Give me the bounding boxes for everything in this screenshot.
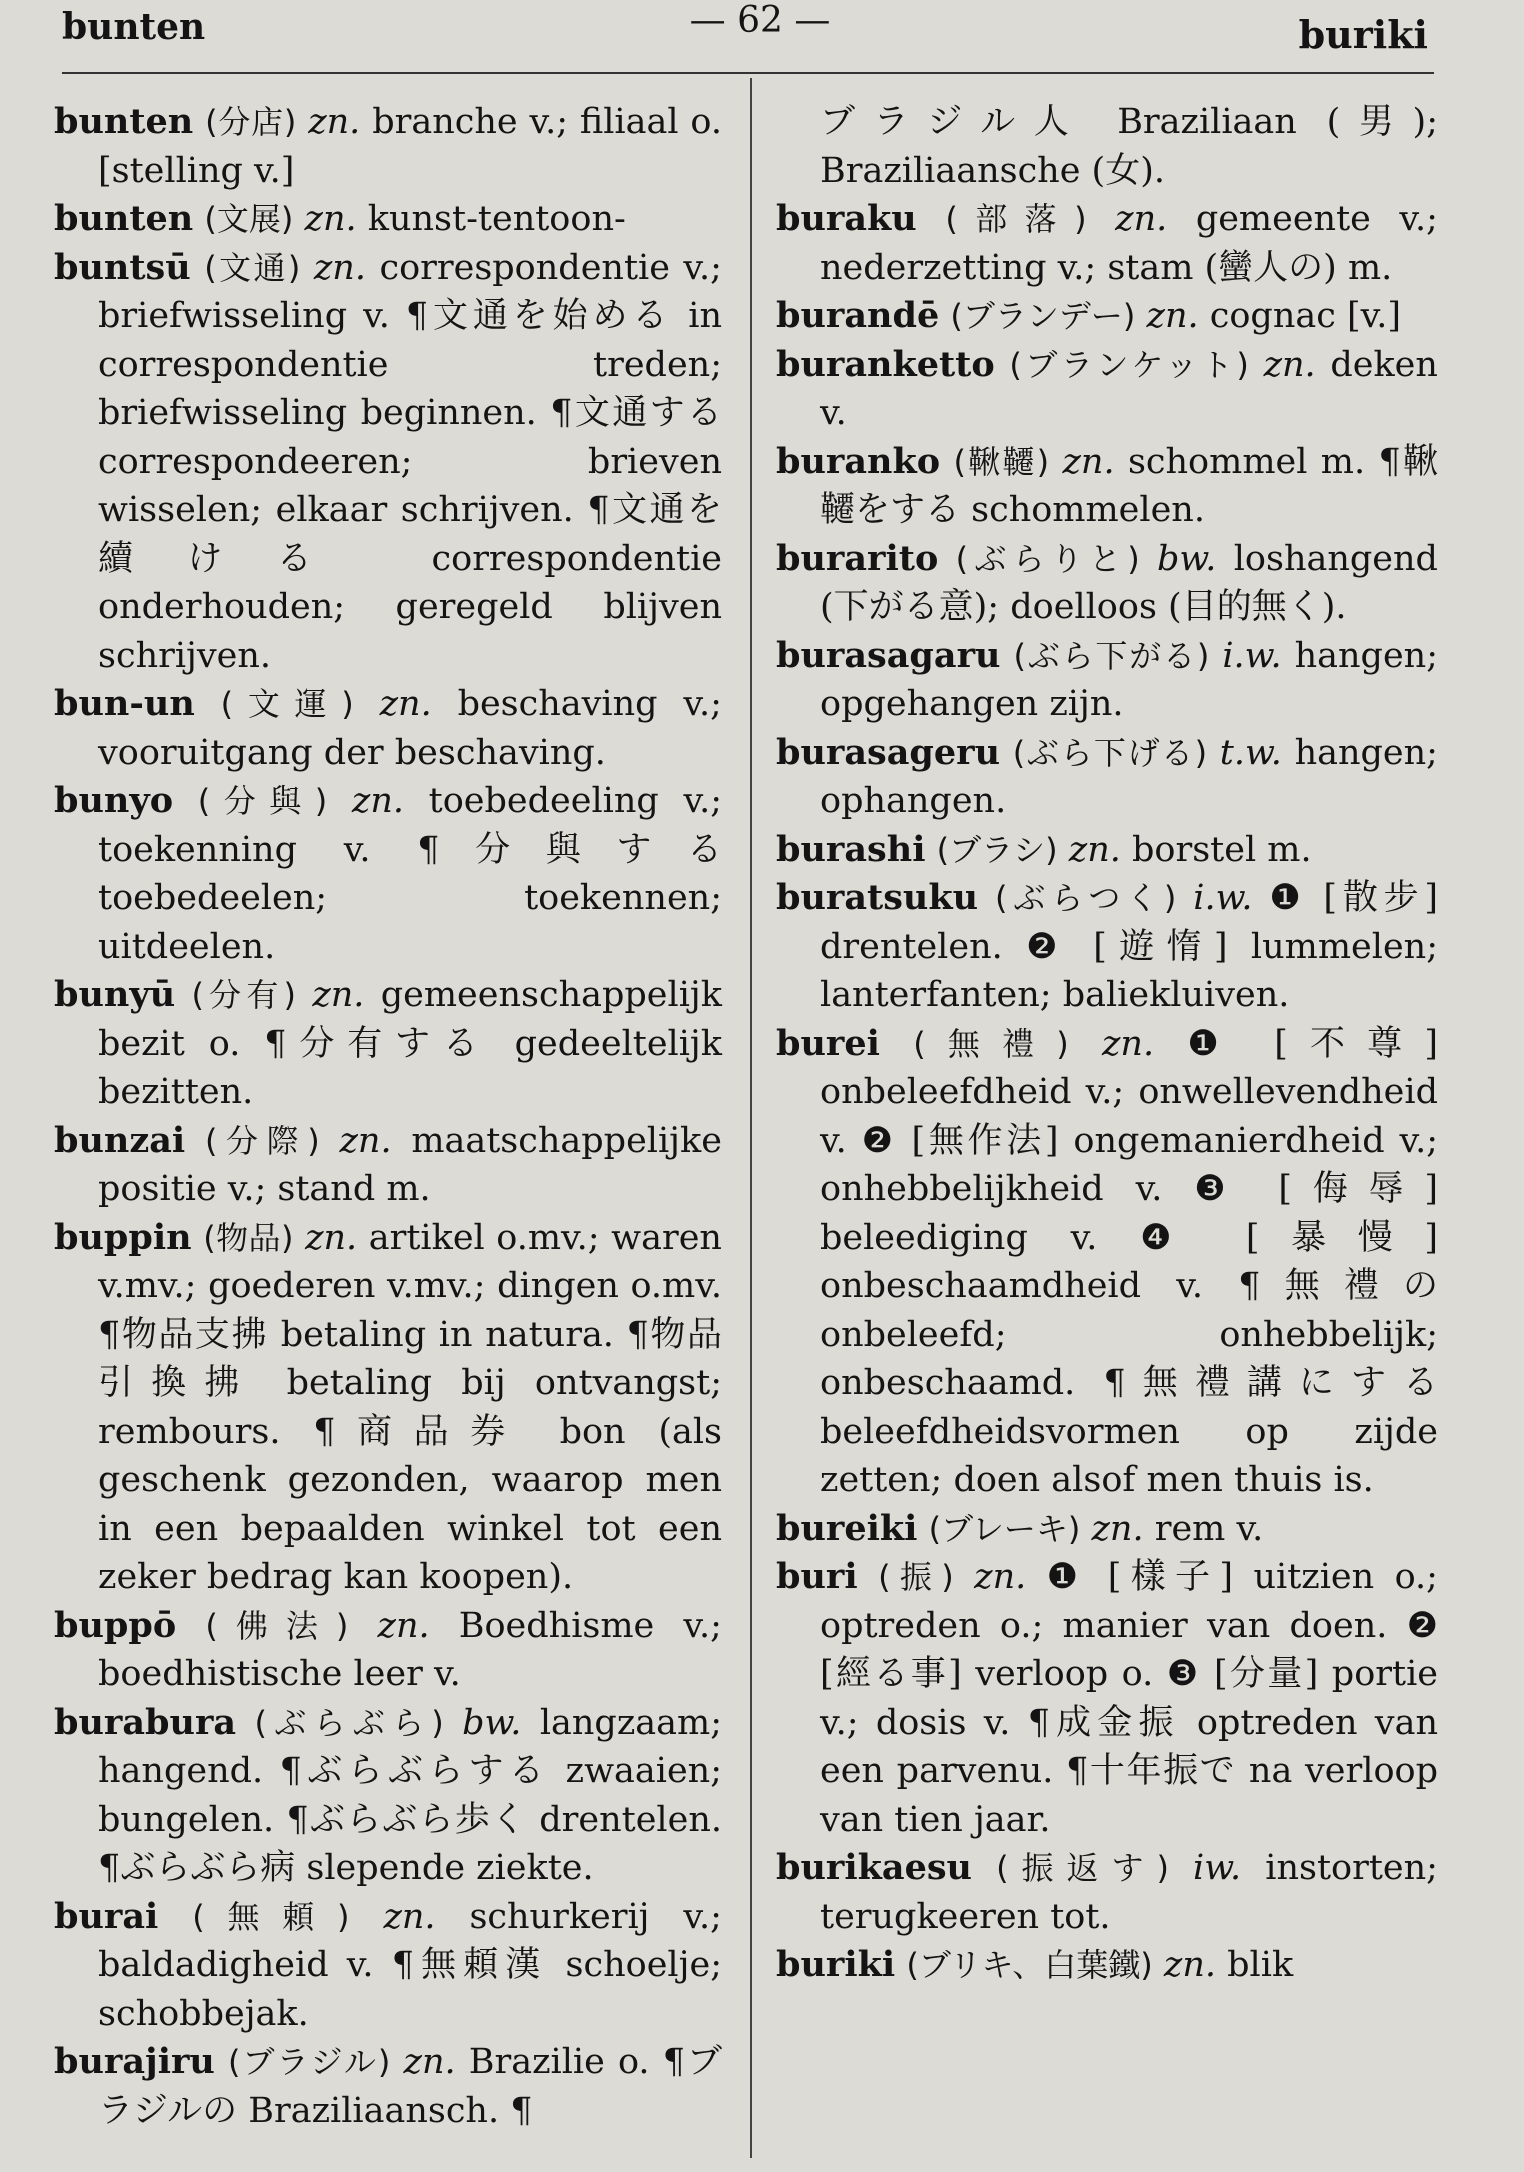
entry-headword: bunten: [54, 101, 194, 142]
dictionary-entry: [776, 535, 1438, 632]
entry-japanese-form: (文運): [220, 685, 354, 723]
entry-part-of-speech: i.w.: [1222, 635, 1282, 676]
entry-definition: ❶ [不尊] onbeleefdheid v.; onwellevendheid v. ❷ [無作法] ongemanierdheid v.; onhebbelijkheid v. ❸ [侮辱] beleediging v. ❹ [暴慢] onbeschaamdheid v. ¶無禮の onbeleefd; onhebbelijk; onbeschaamd. ¶無禮講にする beleefdheidsvormen op zijde zetten; doen alsof men thuis is.: [820, 1023, 1438, 1500]
entry-definition: cognac [v.]: [1209, 296, 1402, 336]
dictionary-entry: [776, 874, 1438, 1020]
entry-japanese-form: (佛法): [205, 1606, 349, 1645]
entry-japanese-form: (ぶら下げる): [1012, 733, 1208, 772]
entry-headword: bureiki: [776, 1507, 918, 1549]
entry-definition: artikel o.mv.; waren v.mv.; goederen v.mv.; dingen o.mv. ¶物品支拂 betaling in natura. ¶物品引換拂 betaling bij ontvangst; rembours. ¶商品券 bon (als geschenk gezonden, waarop men in een bepaalden winkel tot een zeker bedrag kan koopen).: [98, 1217, 722, 1597]
dictionary-entry: [776, 1844, 1438, 1941]
entry-definition: gemeenschappelijk bezit o. ¶分有する gedeeltelijk bezitten.: [98, 975, 722, 1112]
entry-headword: bun-un: [54, 683, 195, 724]
running-head-left-guide-word: bunten: [62, 6, 206, 48]
entry-definition: langzaam; hangend. ¶ぶらぶらする zwaaien; bungelen. ¶ぶらぶら歩く drentelen. ¶ぶらぶら病 slepende ziekte.: [98, 1702, 722, 1888]
entry-part-of-speech: bw.: [462, 1702, 522, 1743]
entry-japanese-form: (振): [878, 1558, 954, 1596]
entry-part-of-speech: iw.: [1193, 1848, 1242, 1888]
dictionary-entry: [776, 1020, 1438, 1505]
entry-japanese-form: (分與): [197, 782, 328, 820]
left-column: [54, 98, 722, 2135]
dictionary-entry: [776, 341, 1438, 438]
entry-headword: bunzai: [54, 1119, 186, 1161]
entry-japanese-form: (ブランデー): [950, 297, 1136, 335]
entry-japanese-form: (文通): [204, 248, 301, 287]
dictionary-entry: [54, 1117, 722, 1214]
entry-headword: burabura: [54, 1701, 237, 1743]
entry-part-of-speech: zn.: [339, 1120, 392, 1161]
entry-part-of-speech: zn.: [1062, 441, 1115, 482]
dictionary-entry: [54, 1602, 722, 1699]
entry-headword: buri: [776, 1556, 858, 1597]
dictionary-entry: [54, 1214, 722, 1602]
entry-definition: hangen; ophangen.: [820, 732, 1438, 821]
entry-headword: buppō: [54, 1604, 177, 1646]
entry-part-of-speech: zn.: [379, 684, 432, 724]
column-divider: [750, 78, 752, 2158]
entry-japanese-form: (ブリキ、白葉鐵): [906, 1946, 1153, 1984]
entry-definition: loshangend (下がる意); doelloos (目的無く).: [820, 538, 1438, 627]
dictionary-entry: [54, 680, 722, 777]
entry-japanese-form: (ぶらつく): [994, 879, 1177, 917]
entry-definition: gemeente v.; nederzetting v.; stam (蠻人の) m.: [820, 199, 1438, 288]
dictionary-entry: [776, 292, 1438, 341]
entry-part-of-speech: zn.: [974, 1557, 1027, 1597]
entry-japanese-form: (分有): [191, 976, 296, 1014]
dictionary-entry: [776, 1505, 1438, 1554]
entry-definition: toebedeeling v.; toekenning v. ¶分與する toebedeelen; toekennen; uitdeelen.: [98, 781, 722, 967]
dictionary-entry: [776, 1553, 1438, 1844]
entry-definition: deken v.: [820, 344, 1438, 433]
entry-part-of-speech: zn.: [351, 781, 405, 821]
entry-japanese-form: (無禮): [913, 1024, 1069, 1063]
entry-part-of-speech: zn.: [1101, 1023, 1155, 1064]
dictionary-entry: [54, 244, 722, 681]
entry-part-of-speech: zn.: [1091, 1508, 1144, 1549]
dictionary-entry: [776, 195, 1438, 292]
entry-part-of-speech: zn.: [1115, 199, 1168, 239]
entry-headword: burashi: [776, 828, 926, 870]
entry-part-of-speech: t.w.: [1219, 732, 1282, 773]
entry-japanese-form: (振返す): [996, 1849, 1169, 1887]
entry-japanese-form: (ブランケット): [1009, 345, 1249, 384]
entry-japanese-form: (物品): [203, 1218, 294, 1257]
header-rule: [62, 72, 1434, 74]
dictionary-entry: [776, 826, 1438, 875]
page-number: — 62 —: [689, 0, 831, 41]
entry-headword: burandē: [776, 295, 940, 336]
entry-part-of-speech: i.w.: [1193, 878, 1253, 918]
entry-definition: kunst-tentoon-: [367, 199, 626, 239]
dictionary-entry: [54, 1893, 722, 2039]
entry-japanese-form: (部落): [945, 200, 1087, 238]
entry-part-of-speech: zn.: [312, 975, 365, 1015]
dictionary-entry: [776, 1941, 1438, 1990]
entry-definition: correspondentie v.; briefwisseling v. ¶文通を始める in correspondentie treden; briefwisseling beginnen. ¶文通する correspondeeren; brieven wisselen; elkaar schrijven. ¶文通を續ける correspondentie onderhouden; geregeld blijven schrijven.: [98, 247, 722, 676]
entry-headword: buriki: [776, 1944, 896, 1985]
dictionary-entry: [776, 632, 1438, 729]
dictionary-entry: [54, 2038, 722, 2135]
entry-definition: instorten; terugkeeren tot.: [820, 1848, 1438, 1937]
entry-headword: burarito: [776, 537, 939, 579]
dictionary-entry: [776, 438, 1438, 535]
entry-definition: rem v.: [1154, 1508, 1264, 1549]
dictionary-entry: [54, 195, 722, 244]
dictionary-entry: [776, 98, 1438, 195]
entry-definition: Brazilie o. ¶ブラジルの Braziliaansch. ¶: [98, 2042, 722, 2131]
entry-definition: ❶ [散步] drentelen. ❷ [遊惰] lummelen; lanterfanten; baliekluiven.: [820, 878, 1438, 1015]
entry-part-of-speech: zn.: [1163, 1945, 1217, 1985]
entry-part-of-speech: zn.: [377, 1605, 430, 1646]
entry-japanese-form: (ぶら下がる): [1013, 636, 1210, 675]
entry-definition: maatschappelijke positie v.; stand m.: [98, 1120, 722, 1209]
entry-japanese-form: (ブラシ): [936, 830, 1058, 869]
entry-japanese-form: (無頼): [192, 1897, 350, 1936]
entry-headword: buraku: [776, 198, 917, 239]
right-column: [776, 98, 1438, 1990]
entry-japanese-form: (ブラジル): [228, 2043, 391, 2081]
entry-definition: hangen; opgehangen zijn.: [820, 635, 1438, 724]
entry-headword: burajiru: [54, 2041, 215, 2082]
entry-headword: buppin: [54, 1216, 192, 1258]
entry-part-of-speech: zn.: [403, 2042, 456, 2082]
dictionary-entry: [54, 971, 722, 1117]
entry-headword: buranko: [776, 440, 941, 482]
running-head-right-guide-word: buriki: [1298, 12, 1428, 57]
entry-japanese-form: (ブレーキ): [928, 1509, 1081, 1548]
entry-headword: burikaesu: [776, 1847, 973, 1888]
entry-part-of-speech: zn.: [1146, 296, 1199, 336]
entry-headword: bunten: [54, 198, 194, 239]
entry-definition: branche v.; filiaal o. [stelling v.]: [98, 102, 722, 191]
entry-headword: buntsū: [54, 246, 191, 288]
entry-definition: ❶ [樣子] uitzien o.; optreden o.; manier van doen. ❷ [經る事] verloop o. ❸ [分量] portie v.; dosis v. ¶成金振 optreden van een parvenu. ¶十年振で na verloop van tien jaar.: [820, 1557, 1438, 1840]
entry-japanese-form: (鞦韆): [953, 442, 1050, 481]
entry-definition: schurkerij v.; baldadigheid v. ¶無頼漢 schoelje; schobbejak.: [98, 1896, 722, 2034]
entry-headword: buratsuku: [776, 877, 979, 918]
entry-headword: burei: [776, 1022, 880, 1064]
entry-part-of-speech: zn.: [313, 247, 366, 288]
entry-japanese-form: (ぶらぶら): [254, 1703, 444, 1742]
entry-definition: schommel m. ¶鞦韆をする schommelen.: [820, 441, 1438, 530]
entry-definition: blik: [1227, 1945, 1294, 1985]
entry-headword: burasagaru: [776, 634, 1001, 676]
dictionary-entry: [54, 98, 722, 195]
dictionary-entry: [54, 777, 722, 971]
entry-japanese-form: (分際): [204, 1121, 320, 1160]
dictionary-entry: [54, 1699, 722, 1893]
entry-headword: burasageru: [776, 731, 1001, 773]
entry-japanese-form: (分店): [205, 103, 297, 141]
entry-definition: Boedhisme v.; boedhistische leer v.: [98, 1605, 722, 1694]
entry-headword: burai: [54, 1895, 159, 1937]
entry-headword: buranketto: [776, 343, 995, 385]
entry-headword: bunyū: [54, 974, 176, 1015]
entry-part-of-speech: zn.: [304, 199, 357, 239]
entry-part-of-speech: bw.: [1157, 538, 1217, 579]
dictionary-entry: [776, 729, 1438, 826]
entry-part-of-speech: zn.: [308, 102, 361, 142]
running-head: [0, 0, 1524, 62]
entry-definition: ブラジル人 Braziliaan (男); Braziliaansche (女).: [820, 102, 1438, 191]
entry-definition: borstel m.: [1132, 829, 1312, 870]
entry-part-of-speech: zn.: [1263, 344, 1316, 385]
entry-part-of-speech: zn.: [305, 1217, 358, 1258]
entry-part-of-speech: zn.: [383, 1896, 436, 1937]
entry-headword: bunyo: [54, 780, 174, 821]
entry-definition: beschaving v.; vooruitgang der beschaving.: [98, 684, 722, 773]
entry-part-of-speech: zn.: [1068, 829, 1121, 870]
entry-japanese-form: (ぶらりと): [955, 539, 1140, 578]
entry-japanese-form: (文展): [204, 200, 294, 238]
